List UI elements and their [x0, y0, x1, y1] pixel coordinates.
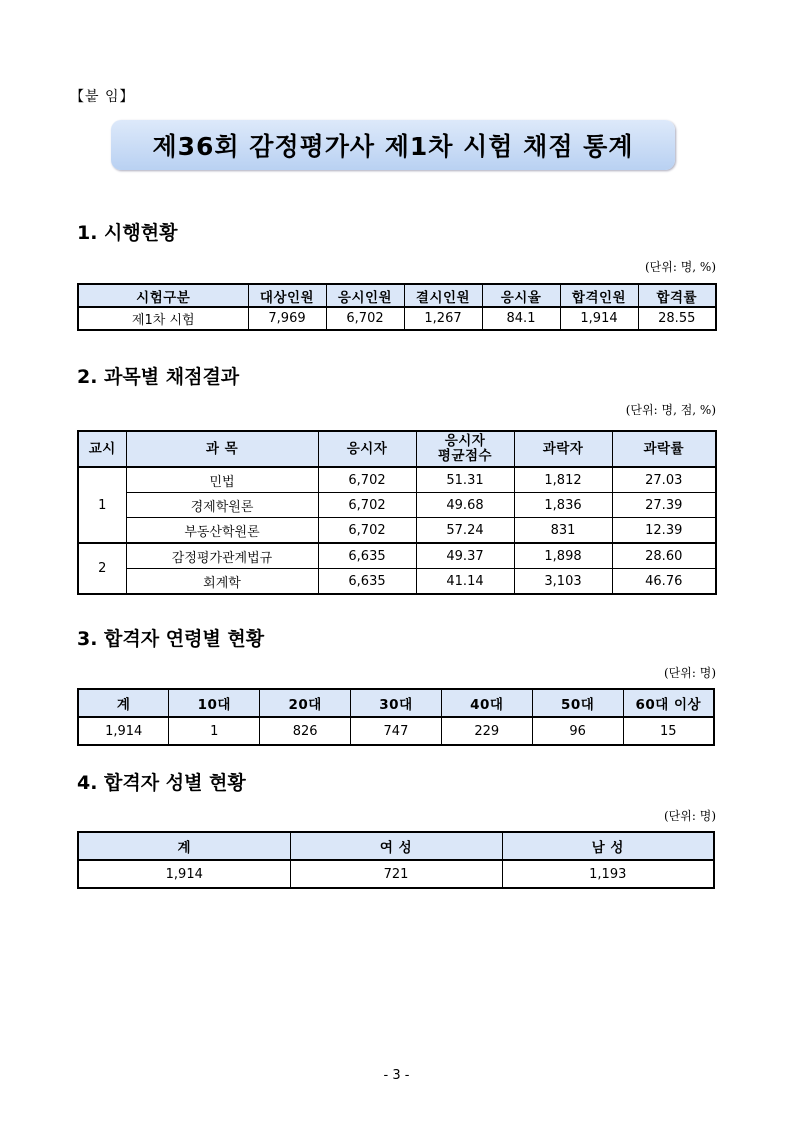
table-cell: 6,702: [318, 518, 416, 544]
table-cell: 6,702: [326, 307, 404, 330]
header-cell: 교시: [78, 431, 126, 467]
table-cell: 46.76: [612, 569, 716, 595]
header-cell: 대상인원: [248, 284, 326, 307]
table-cell: 1,267: [404, 307, 482, 330]
table-cell: 41.14: [416, 569, 514, 595]
table-cell: 84.1: [482, 307, 560, 330]
section3-heading: 3. 합격자 연령별 현황: [77, 628, 265, 650]
table-cell: 6,702: [318, 493, 416, 518]
header-cell: 시험구분: [78, 284, 248, 307]
header-cell: 여 성: [290, 832, 502, 860]
section4-heading: 4. 합격자 성별 현황: [77, 772, 246, 794]
header-cell: 계: [78, 689, 169, 717]
table-cell: 7,969: [248, 307, 326, 330]
table-cell: 3,103: [514, 569, 612, 595]
table-cell: 제1차 시험: [78, 307, 248, 330]
table-cell: 28.60: [612, 543, 716, 569]
document-title: 제36회 감정평가사 제1차 시험 채점 통계: [111, 120, 675, 170]
table-cell: 6,702: [318, 467, 416, 493]
header-cell: 60대 이상: [623, 689, 714, 717]
page-number: - 3 -: [383, 1068, 410, 1083]
header-cell: 남 성: [502, 832, 714, 860]
table-cell: 1,836: [514, 493, 612, 518]
table-header-row: [78, 832, 714, 860]
table-cell: 27.39: [612, 493, 716, 518]
header-cell-avg-score: [416, 431, 514, 467]
table-cell: 1: [169, 717, 260, 745]
table-cell: 51.31: [416, 467, 514, 493]
header-cell: 과 목: [126, 431, 318, 467]
table-cell: 57.24: [416, 518, 514, 544]
table-cell: 6,635: [318, 543, 416, 569]
table-cell: 28.55: [638, 307, 716, 330]
table-cell: 1,914: [78, 717, 169, 745]
subject-results-table: [77, 430, 717, 595]
period-cell: 1: [78, 467, 126, 543]
table-cell: 27.03: [612, 467, 716, 493]
table-cell: 826: [260, 717, 351, 745]
attachment-label: 【붙 임】: [70, 89, 135, 105]
header-line: 평균점수: [437, 448, 493, 464]
table-cell: 229: [441, 717, 532, 745]
table-cell: 1,914: [560, 307, 638, 330]
age-distribution-table: [77, 688, 715, 746]
table-cell: 1,812: [514, 467, 612, 493]
table-row: [78, 569, 716, 595]
table-cell: 12.39: [612, 518, 716, 544]
table-cell: 96: [532, 717, 623, 745]
exam-overview-table: [77, 283, 717, 331]
section1-unit: (단위: 명, %): [644, 260, 716, 274]
header-cell: 50대: [532, 689, 623, 717]
table-row: [78, 518, 716, 544]
table-cell: 감정평가관계법규: [126, 543, 318, 569]
header-cell: 합격률: [638, 284, 716, 307]
table-row: [78, 860, 714, 888]
header-cell: 계: [78, 832, 290, 860]
table-header-row: [78, 431, 716, 467]
header-cell: 응시율: [482, 284, 560, 307]
period-cell: 2: [78, 543, 126, 594]
header-cell: 과락자: [514, 431, 612, 467]
table-cell: 1,193: [502, 860, 714, 888]
table-cell: 1,898: [514, 543, 612, 569]
table-cell: 15: [623, 717, 714, 745]
section4-unit: (단위: 명): [664, 809, 716, 823]
table-cell: 경제학원론: [126, 493, 318, 518]
header-cell: 10대: [169, 689, 260, 717]
section1-heading: 1. 시행현황: [77, 222, 178, 244]
table-cell: 민법: [126, 467, 318, 493]
table-row: [78, 493, 716, 518]
table-row: [78, 467, 716, 493]
header-cell: 과락률: [612, 431, 716, 467]
header-cell: 합격인원: [560, 284, 638, 307]
header-cell: 40대: [441, 689, 532, 717]
table-cell: 1,914: [78, 860, 290, 888]
section2-heading: 2. 과목별 채점결과: [77, 366, 240, 388]
table-cell: 747: [351, 717, 442, 745]
table-cell: 부동산학원론: [126, 518, 318, 544]
table-header-row: [78, 689, 714, 717]
section3-unit: (단위: 명): [664, 666, 716, 680]
table-header-row: [78, 284, 716, 307]
header-line: 응시자: [444, 433, 486, 449]
header-cell: 30대: [351, 689, 442, 717]
header-cell: 결시인원: [404, 284, 482, 307]
table-cell: 6,635: [318, 569, 416, 595]
table-cell: 831: [514, 518, 612, 544]
gender-distribution-table: [77, 831, 715, 889]
table-row: [78, 543, 716, 569]
section2-unit: (단위: 명, 점, %): [625, 403, 716, 417]
table-cell: 721: [290, 860, 502, 888]
header-cell: 응시자: [318, 431, 416, 467]
header-cell: 20대: [260, 689, 351, 717]
header-cell: 응시인원: [326, 284, 404, 307]
table-row: [78, 307, 716, 330]
table-row: [78, 717, 714, 745]
table-cell: 회계학: [126, 569, 318, 595]
table-cell: 49.37: [416, 543, 514, 569]
table-cell: 49.68: [416, 493, 514, 518]
